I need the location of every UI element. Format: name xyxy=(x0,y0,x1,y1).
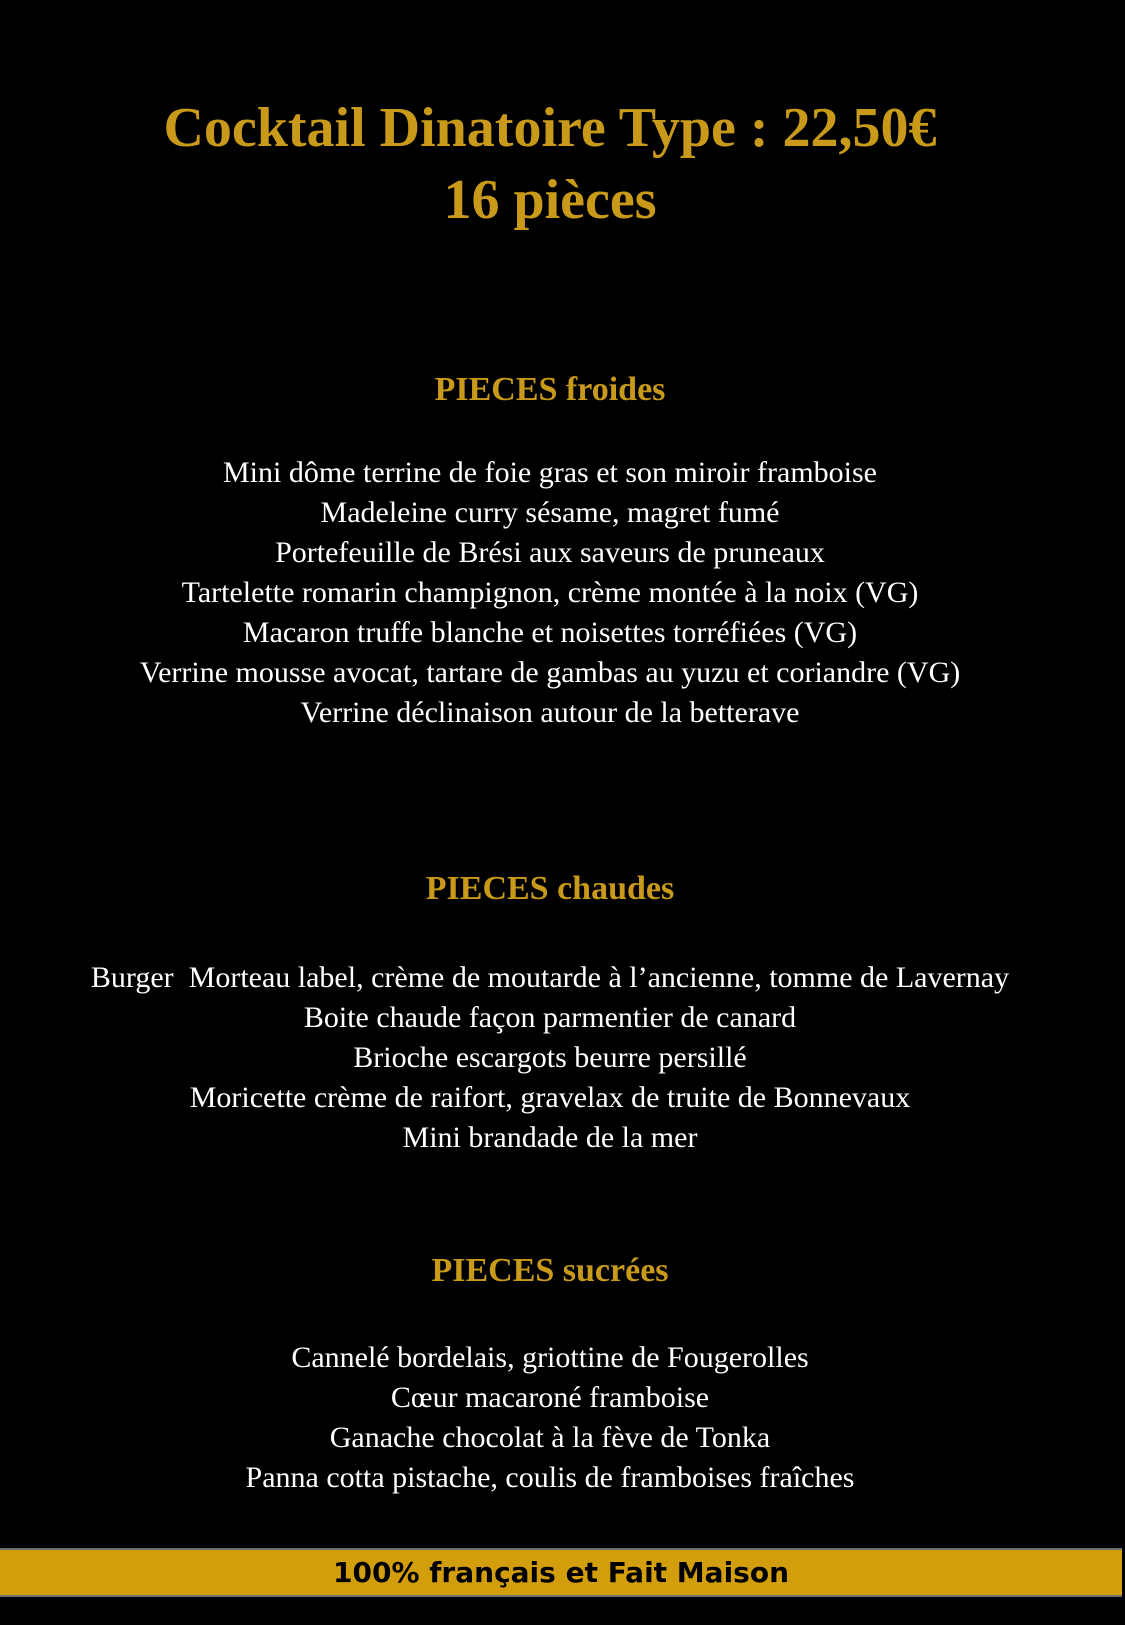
menu-item: Mini dôme terrine de foie gras et son miroir framboise xyxy=(223,456,877,489)
menu-item: Cannelé bordelais, griottine de Fougerolles xyxy=(291,1341,809,1374)
section-heading-sweet: PIECES sucrées xyxy=(431,1252,669,1289)
menu-item: Portefeuille de Brési aux saveurs de pruneaux xyxy=(275,536,825,569)
menu-item: Ganache chocolat à la fève de Tonka xyxy=(329,1421,771,1454)
footer-label: 100% français et Fait Maison xyxy=(333,1556,789,1589)
menu-item: Cœur macaroné framboise xyxy=(390,1381,710,1414)
footer-banner xyxy=(0,1548,1122,1597)
cold-items-list xyxy=(0,453,1100,733)
menu-item: Moricette crème de raifort, gravelax de truite de Bonnevaux xyxy=(189,1081,911,1114)
menu-title xyxy=(0,92,1100,236)
menu-item: Verrine déclinaison autour de la betterave xyxy=(300,696,800,729)
menu-item: Burger Morteau label, crème de moutarde à l’ancienne, tomme de Lavernay xyxy=(90,961,1010,994)
menu-item: Boite chaude façon parmentier de canard xyxy=(303,1001,797,1034)
menu-item: Panna cotta pistache, coulis de framboises fraîches xyxy=(245,1461,855,1494)
menu-title-pieces: 16 pièces xyxy=(443,169,657,231)
sweet-items-list xyxy=(0,1338,1100,1498)
menu-item: Mini brandade de la mer xyxy=(402,1121,698,1154)
menu-item: Macaron truffe blanche et noisettes torréfiées (VG) xyxy=(242,616,858,649)
section-heading-cold: PIECES froides xyxy=(434,371,666,408)
hot-items-list xyxy=(0,958,1100,1158)
menu-item: Brioche escargots beurre persillé xyxy=(353,1041,747,1074)
section-heading-hot: PIECES chaudes xyxy=(425,870,675,907)
menu-item: Verrine mousse avocat, tartare de gambas au yuzu et coriandre (VG) xyxy=(139,656,961,689)
menu-title-price: Cocktail Dinatoire Type : 22,50€ xyxy=(163,97,937,159)
menu-item: Madeleine curry sésame, magret fumé xyxy=(320,496,780,529)
menu-item: Tartelette romarin champignon, crème montée à la noix (VG) xyxy=(181,576,919,609)
